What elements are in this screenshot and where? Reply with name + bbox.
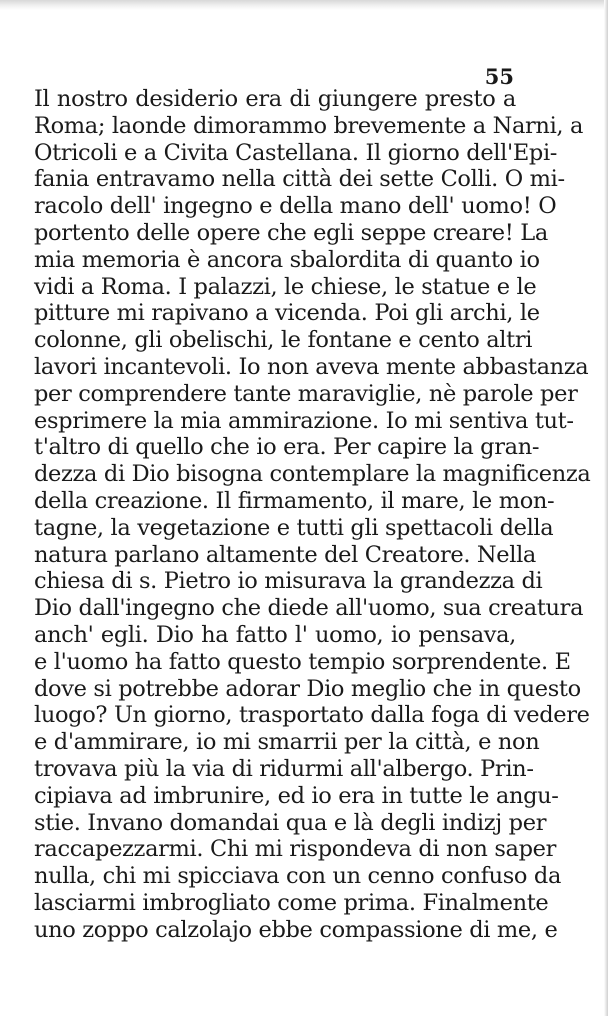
text-line: raccapezzarmi. Chi mi rispondeva di non saper [34, 836, 557, 863]
text-line: nulla, chi mi spicciava con un cenno confuso da [34, 863, 562, 890]
text-line: trovava più la via di ridurmi all'albergo. Prin- [34, 755, 534, 782]
text-line: Roma; laonde dimorammo brevemente a Narni, a [34, 112, 584, 139]
text-line: chiesa di s. Pietro io misurava la grandezza di [34, 568, 543, 595]
text-line: per comprendere tante maraviglie, nè parole per [34, 380, 578, 407]
text-line: fania entravamo nella città dei sette Colli. O mi- [34, 166, 565, 193]
page-number: 55 [484, 64, 514, 89]
text-line: tagne, la vegetazione e tutti gli spettacoli della [34, 514, 554, 541]
text-line: Otricoli e a Civita Castellana. Il giorno dell'Epi- [34, 139, 558, 166]
text-line: vidi a Roma. I palazzi, le chiese, le statue e le [34, 273, 537, 300]
text-line: Dio dall'ingegno che diede all'uomo, sua creatura [34, 595, 584, 622]
text-line: esprimere la mia ammirazione. Io mi sentiva tut- [34, 407, 574, 434]
text-line: anch' egli. Dio ha fatto l' uomo, io pensava, [34, 621, 516, 648]
text-line: pitture mi rapivano a vicenda. Poi gli archi, le [34, 300, 540, 327]
text-line: cipiava ad imbrunire, ed io era in tutte le angu- [34, 782, 559, 809]
text-line: dezza di Dio bisogna contemplare la magnificenza [34, 461, 591, 488]
text-line: natura parlano altamente del Creatore. Nella [34, 541, 536, 568]
body-text [34, 86, 591, 944]
text-line: dove si potrebbe adorar Dio meglio che in questo [34, 675, 581, 702]
text-line: t'altro di quello che io era. Per capire la gran- [34, 434, 540, 461]
text-line: Il nostro desiderio era di giungere presto a [34, 86, 516, 112]
text-line: stie. Invano domandai qua e là degli indizj per [34, 809, 547, 836]
text-line: lasciarmi imbrogliato come prima. Finalmente [34, 889, 549, 916]
text-line: della creazione. Il firmamento, il mare, le mon- [34, 487, 555, 514]
text-line: lavori incantevoli. Io non aveva mente abbastanza [34, 353, 589, 380]
text-line: colonne, gli obelischi, le fontane e cento altri [34, 327, 533, 354]
text-line: racolo dell' ingegno e della mano dell' uomo! O [34, 193, 557, 220]
text-line: mia memoria è ancora sbalordita di quanto io [34, 246, 540, 273]
text-line: e d'ammirare, io mi smarrii per la città, e non [34, 729, 540, 756]
text-line: luogo? Un giorno, trasportato dalla foga di vedere [34, 702, 590, 729]
page-top-edge [0, 0, 608, 10]
text-line: portento delle opere che egli seppe creare! La [34, 219, 548, 246]
page-side-edge [604, 0, 608, 1016]
text-line: e l'uomo ha fatto questo tempio sorprendente. E [34, 648, 571, 675]
text-line: uno zoppo calzolajo ebbe compassione di me, e [34, 916, 558, 943]
